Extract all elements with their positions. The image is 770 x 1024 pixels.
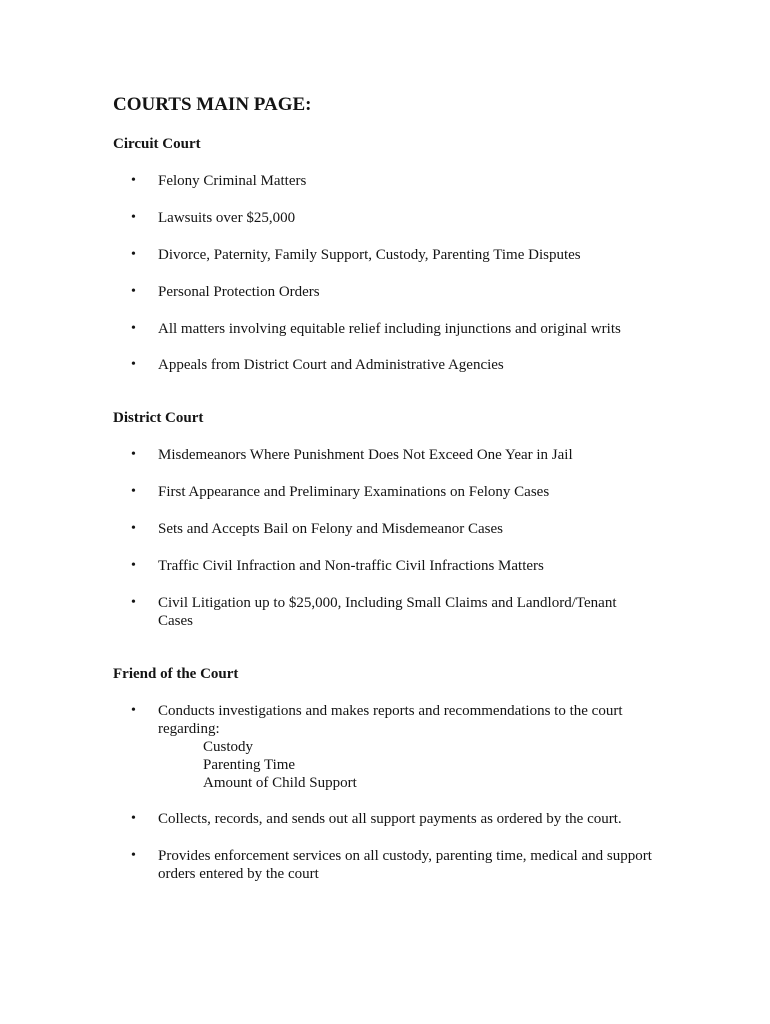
list-item-text: Traffic Civil Infraction and Non-traffic Civil Infractions Matters <box>158 558 544 574</box>
list-item-text: Appeals from District Court and Administrative Agencies <box>158 357 504 373</box>
list-item-text: Personal Protection Orders <box>158 284 320 300</box>
bullet-icon: • <box>131 595 136 610</box>
bullet-icon: • <box>131 357 136 372</box>
section-heading-district-court: District Court <box>113 410 204 426</box>
list-item-text: Divorce, Paternity, Family Support, Custody, Parenting Time Disputes <box>158 247 581 263</box>
list-item-text-block <box>158 702 638 792</box>
sub-list-item: Custody <box>203 739 254 755</box>
list-item-text: Collects, records, and sends out all support payments as ordered by the court. <box>158 811 622 827</box>
list-item-text: Provides enforcement services on all custody, parenting time, medical and support orders entered by the court <box>158 848 652 882</box>
bullet-icon: • <box>131 848 136 863</box>
bullet-icon: • <box>131 703 136 718</box>
section-heading-friend-of-the-court: Friend of the Court <box>113 666 239 682</box>
list-item-text: Misdemeanors Where Punishment Does Not Exceed One Year in Jail <box>158 447 573 463</box>
bullet-icon: • <box>131 210 136 225</box>
bullet-icon: • <box>131 447 136 462</box>
list-item-text: Lawsuits over $25,000 <box>158 210 296 226</box>
bullet-icon: • <box>131 173 136 188</box>
bullet-icon: • <box>131 284 136 299</box>
sub-list-item: Parenting Time <box>203 757 296 773</box>
list-item-text: Sets and Accepts Bail on Felony and Misdemeanor Cases <box>158 521 503 537</box>
list-item-text: Civil Litigation up to $25,000, Including Small Claims and Landlord/Tenant Cases <box>158 595 617 629</box>
list-item-text: All matters involving equitable relief including injunctions and original writs <box>158 321 621 337</box>
bullet-icon: • <box>131 521 136 536</box>
sub-list-item: Amount of Child Support <box>203 775 357 791</box>
bullet-icon: • <box>131 247 136 262</box>
bullet-icon: • <box>131 558 136 573</box>
list-item-text: First Appearance and Preliminary Examinations on Felony Cases <box>158 484 550 500</box>
bullet-icon: • <box>131 484 136 499</box>
list-item-text: Conducts investigations and makes reports and recommendations to the court regarding: <box>158 703 623 737</box>
list-item-text: Felony Criminal Matters <box>158 173 307 189</box>
section-heading-circuit-court: Circuit Court <box>113 136 201 152</box>
bullet-icon: • <box>131 321 136 336</box>
bullet-icon: • <box>131 811 136 826</box>
page-title: COURTS MAIN PAGE: <box>113 94 312 115</box>
